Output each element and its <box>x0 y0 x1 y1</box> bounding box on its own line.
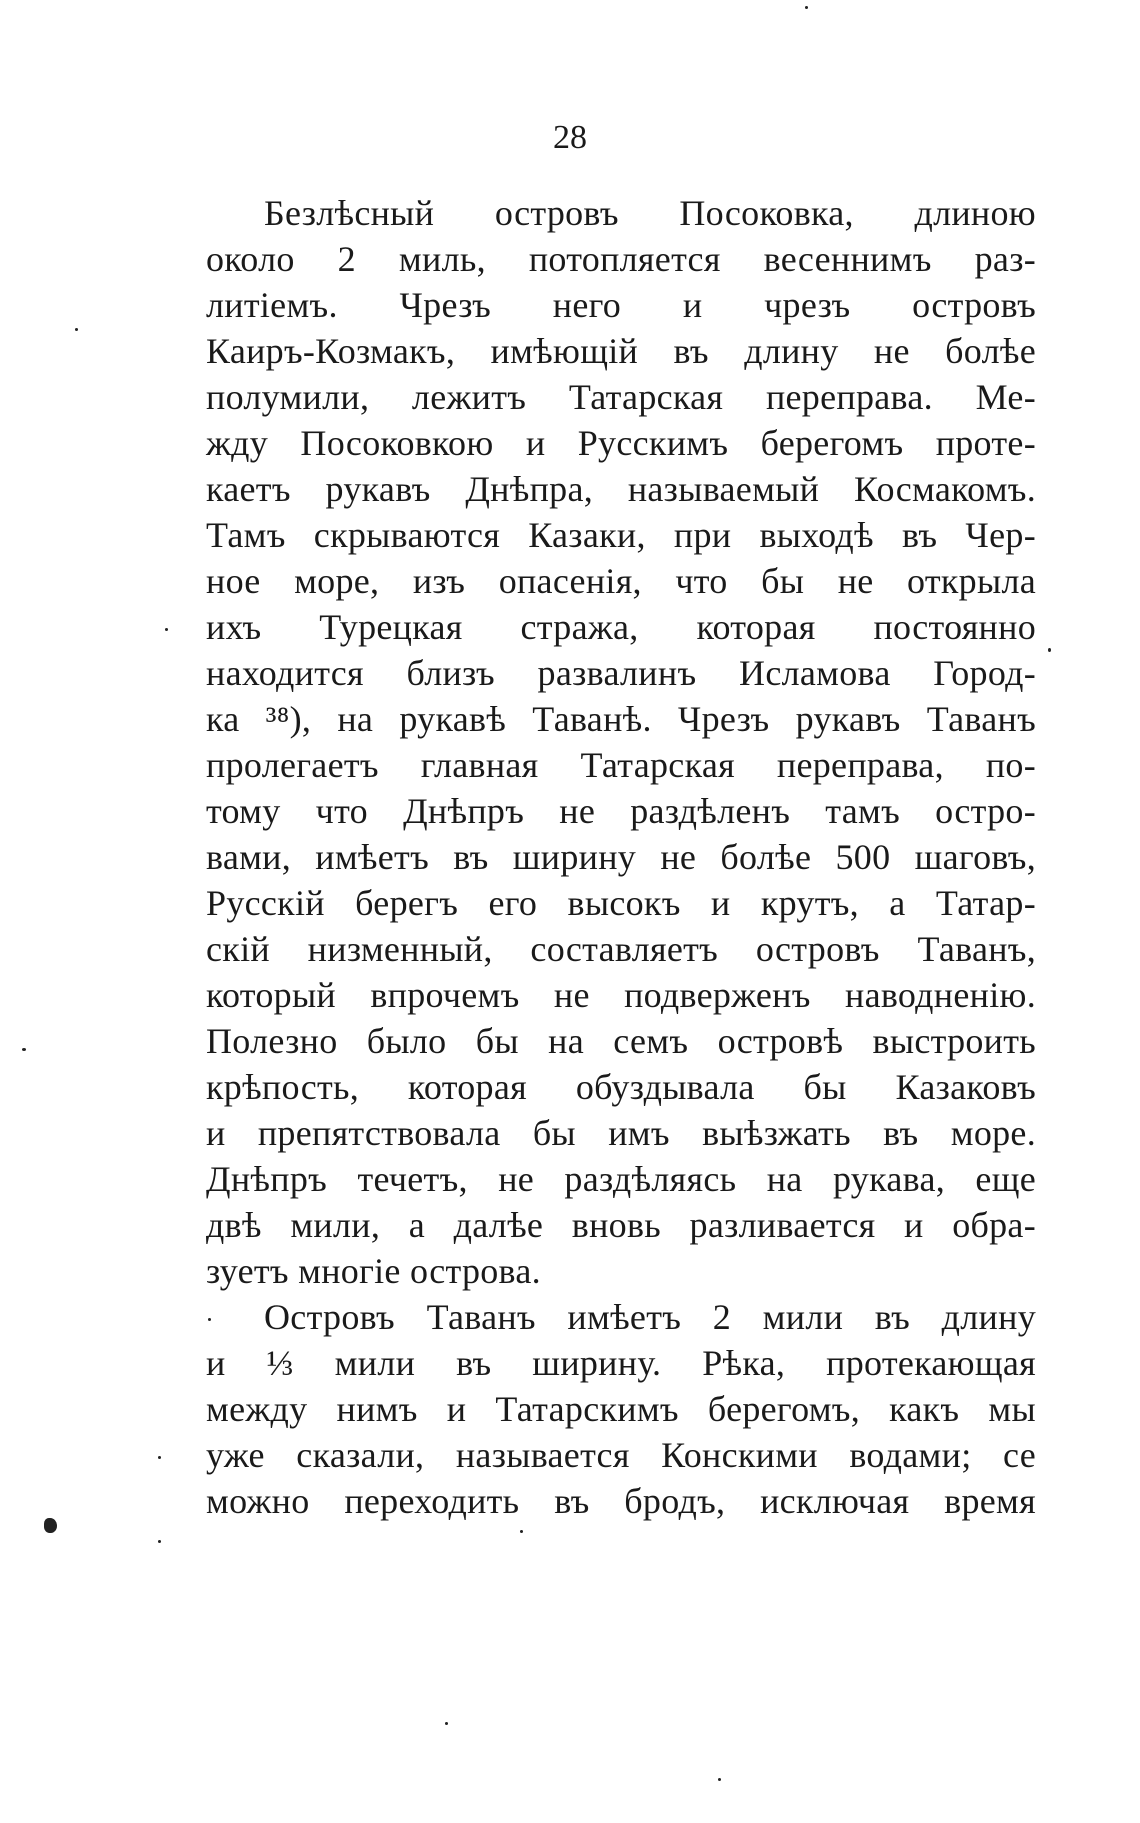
text-line: ное море, изъ опасенія, что бы не открыла <box>206 561 1036 601</box>
text-line: вами, имѣетъ въ ширину не болѣе 500 шаговъ, <box>206 837 1036 877</box>
ink-speck <box>44 1518 57 1533</box>
text-line: Полезно было бы на семъ островѣ выстроить <box>206 1021 1036 1061</box>
text-line: между нимъ и Татарскимъ берегомъ, какъ мы <box>206 1389 1036 1429</box>
ink-speck <box>22 1048 26 1051</box>
text-line: зуетъ многіе острова. <box>206 1251 541 1291</box>
ink-speck <box>165 628 168 631</box>
text-line: крѣпость, которая обуздывала бы Казаковъ <box>206 1067 1036 1107</box>
text-line: находится близъ развалинъ Исламова Город- <box>206 653 1036 693</box>
text-line: Островъ Таванъ имѣетъ 2 мили въ длину <box>264 1297 1036 1337</box>
text-line: ка ³⁸), на рукавѣ Таванѣ. Чрезъ рукавъ Таванъ <box>206 699 1036 739</box>
text-line: можно переходить въ бродъ, исключая время <box>206 1481 1036 1521</box>
text-line: ихъ Турецкая стража, которая постоянно <box>206 607 1036 647</box>
ink-speck <box>158 1456 161 1459</box>
text-line: каетъ рукавъ Днѣпра, называемый Космакомъ. <box>206 469 1036 509</box>
text-line: который впрочемъ не подверженъ наводненію. <box>206 975 1036 1015</box>
text-line: уже сказали, называется Конскими водами; се <box>206 1435 1036 1475</box>
paragraph-2 <box>206 1294 1036 1524</box>
text-line: пролегаетъ главная Татарская переправа, по- <box>206 745 1036 785</box>
page-number: 28 <box>553 119 587 156</box>
text-line: Русскій берегъ его высокъ и крутъ, а Татар- <box>206 883 1036 923</box>
text-line: литіемъ. Чрезъ него и чрезъ островъ <box>206 285 1036 325</box>
ink-speck <box>208 1318 211 1321</box>
text-line: полумили, лежитъ Татарская переправа. Ме- <box>206 377 1036 417</box>
text-line: тому что Днѣпръ не раздѣленъ тамъ остро- <box>206 791 1036 831</box>
ink-speck <box>520 1530 523 1533</box>
ink-speck <box>158 1540 161 1543</box>
text-line: около 2 миль, потопляется весеннимъ раз- <box>206 239 1036 279</box>
text-line: Безлѣсный островъ Посоковка, длиною <box>264 193 1036 233</box>
text-line: скій низменный, составляетъ островъ Таванъ, <box>206 929 1036 969</box>
ink-speck <box>75 328 78 331</box>
ink-speck <box>718 1778 721 1781</box>
text-line: и ⅓ мили въ ширину. Рѣка, протекающая <box>206 1343 1036 1383</box>
ink-speck <box>805 6 808 9</box>
text-line: Каиръ-Козмакъ, имѣющій въ длину не болѣе <box>206 331 1036 371</box>
text-line: жду Посоковкою и Русскимъ берегомъ проте- <box>206 423 1036 463</box>
text-line: и препятствовала бы имъ выѣзжать въ море. <box>206 1113 1036 1153</box>
paragraph-1 <box>206 190 1036 1294</box>
text-line: Днѣпръ течетъ, не раздѣляясь на рукава, еще <box>206 1159 1036 1199</box>
text-line: двѣ мили, а далѣе вновь разливается и обра- <box>206 1205 1036 1245</box>
ink-speck <box>1048 648 1051 652</box>
ink-speck <box>445 1722 448 1725</box>
text-line: Тамъ скрываются Казаки, при выходѣ въ Чер- <box>206 515 1036 555</box>
